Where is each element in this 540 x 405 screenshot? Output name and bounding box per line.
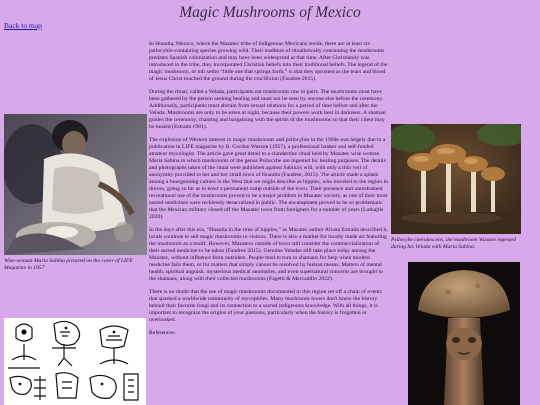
references-heading: References: xyxy=(149,330,176,336)
article-paragraph: During the ritual, called a Velada, participants eat mushrooms raw in pairs. The mushrooms must have been gathered by the person seeking healing and must not be seen by anyone else before the ceremony. Additionally, participants must abstain from sexual relations for a period of time before and after the Velada. Mushrooms are only to be eaten at night, because their powers work best in darkness. A shaman guides the ceremony, chanting and bargaining with the spirits of the mushrooms so that their client may be healed (Estrada 1981). xyxy=(149,89,386,130)
mushroom-statue-photo-image xyxy=(408,262,520,405)
psilocybe-mushroom-caption: Psilocybe caerulescens, the mushroom Wasson ingested during his Velada with Maria Sabina. xyxy=(391,237,516,250)
article-paragraph: There is no doubt that the use of magic mushrooms documented in this region set off a chain of events that sparked a worldwide community of mycophiles. Many mushroom-lovers don't know the history behind their favorite fungi and its connection to a sacred indigenous knowledge. With all things, it is important to recognize the origins of your passions, particularly when the history is forgotten or overlooked. xyxy=(149,289,382,323)
article-paragraph: In Huautla, Mexico, where the Mazatec tribe of indigenous Mexicans reside, there are at least six psilocybin-containing species growing wild. Their tradition of ritualistically consuming the mushrooms predates Spanish colonization and may have been widespread at that time. After Christianity was introduced to the tribe, they incorporated Christian beliefs into their traditional beliefs. The legend of the magic mushroom, or ndi xetho “little one that springs forth,” is that they sprouted as the tears and blood of Jesus Christ touched the ground during the crucifixion (Faudree 2015). xyxy=(149,41,388,82)
mushroom-statue-photo xyxy=(408,262,520,405)
page-title: Magic Mushrooms of Mexico xyxy=(179,4,361,21)
codex-drawing-image xyxy=(4,318,146,405)
article-paragraph: The explosion of Western interest in magic mushrooms and psilocybin in the 1960s was largely due to a publication in LIFE magazine by R. Gordon Wasson (1957), a professional banker and self-funded amateur mycologist. The article gave great detail to a clandestine ritual held by Mazatec wise woman Maria Sabina in which mushrooms of the genus Psilocybe are ingested for healing purposes. The details and photographs taken of the ritual were published against Sabina's will, with only a thin veil of anonymity provided to her and her small town of Huautla (Faudree, 2015). The article made a splash among a bourgeoning culture in the West that we might describe as hippies, who traveled to the region in droves, going so far as to erect a permanent camp outside of the town. Their presence and unrestrained recreational use of the mushrooms proved to be a major problem in Mazatec society, as one of their most sacred medicines were recklessly desacralized in public. The encampment proved to be so problematic that the Mexican military closed off the Mazatec town from foreigners for a number of years (Lutkajtis 2020). xyxy=(149,137,388,220)
psilocybe-mushroom-photo xyxy=(391,124,521,234)
maria-sabina-caption: Wise-woman Maria Sabina pictured on the cover of LIFE Magazine in 1957 xyxy=(4,258,133,271)
back-to-map-link[interactable]: Back to map xyxy=(4,21,42,30)
psilocybe-mushroom-photo-image xyxy=(391,124,521,234)
article-body xyxy=(149,41,390,405)
codex-drawing xyxy=(4,318,146,405)
maria-sabina-photo xyxy=(4,114,147,255)
maria-sabina-photo-image xyxy=(4,114,147,255)
article-paragraph: In the days after this era, “Huautla in the time of hippies,” as Mazatec author Alvara Estrada described it, locals continue to sell magic mushrooms to visitors. There is also a market for locally made art featuring the mushroom as a motif. However, Mazatecs outside of town still consider the commercialization of their sacred medicine to be taboo (Faudree 2015). Genuine Veladas still take place today among the Mazatec, without influence from outsiders. People tend to turn to shamans for help when modern medicine fails them, or for matters that simply cannot be resolved by human means. Matters of mental health, spiritual anguish, mysterious medical anomalies, and even supernatural concerns are brought to the shamans, along with their collected mushrooms (Fagetti & Mercadillo 2022). xyxy=(149,227,388,282)
